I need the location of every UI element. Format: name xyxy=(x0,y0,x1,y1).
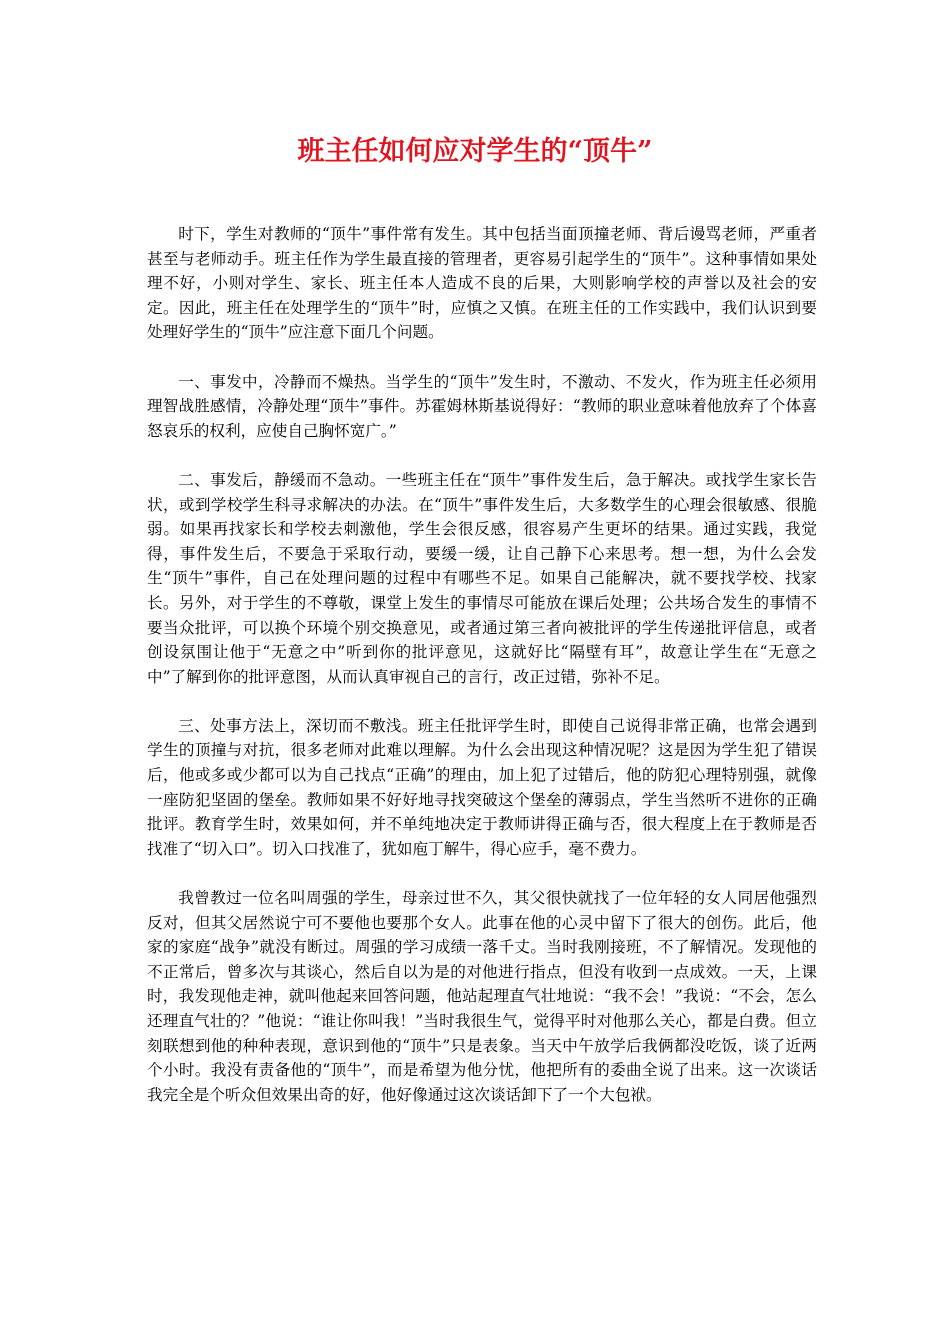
document-title: 班主任如何应对学生的“顶牛” xyxy=(297,136,653,167)
paragraph-example: 我曾教过一位名叫周强的学生，母亲过世不久，其父很快就找了一位年轻的女人同居他强烈反对，但其父居然说宁可不要他也要那个女人。此事在他的心灵中留下了很大的创伤。此后，他家的家庭“战争”就没有断过。周强的学习成绩一落千丈。当时我刚接班，不了解情况。发现他的不正常后，曾多次与其谈心，然后自以为是的对他进行指点，但没有收到一点成效。一天，上课时，我发现他走神，就叫他起来回答问题，他站起理直气壮地说：“我不会！”我说：“不会，怎么还理直气壮的？”他说：“谁让你叫我！”当时我很生气，觉得平时对他那么关心，都是白费。但立刻联想到他的种种表现，意识到他的“顶牛”只是表象。当天中午放学后我俩都没吃饭，谈了近两个小时。我没有责备他的“顶牛”，而是希望为他分忧，他把所有的委曲全说了出来。这一次谈话我完全是个听众但效果出奇的好，他好像通过这次谈话卸下了一个大包袱。 xyxy=(147,889,817,1104)
paragraph-point-two: 二、事发后，静缓而不急动。一些班主任在“顶牛”事件发生后，急于解决。或找学生家长告状，或到学校学生科寻求解决的办法。在“顶牛”事件发生后，大多数学生的心理会很敏感、很脆弱。如果再找家长和学校去刺激他，学生会很反感，很容易产生更坏的结果。通过实践，我觉得，事件发生后，不要急于采取行动，要缓一缓，让自己静下心来思考。想一想，为什么会发生“顶牛”事件，自己在处理问题的过程中有哪些不足。如果自己能解决，就不要找学校、找家长。另外，对于学生的不尊敬，课堂上发生的事情尽可能放在课后处理；公共场合发生的事情不要当众批评，可以换个环境个别交换意见，或者通过第三者向被批评的学生传递批评信息，或者创设氛围让他于“无意之中”听到你的批评意见，这就好比“隔壁有耳”，故意让学生在“无意之中”了解到你的批评意图，从而认真审视自己的言行，改正过错，弥补不足。 xyxy=(147,470,817,686)
paragraph-intro: 时下，学生对教师的“顶牛”事件常有发生。其中包括当面顶撞老师、背后谩骂老师，严重者甚至与老师动手。班主任作为学生最直接的管理者，更容易引起学生的“顶牛”。这种事情如果处理不好，小则对学生、家长、班主任本人造成不良的后果，大则影响学校的声誉以及社会的安定。因此，班主任在处理学生的“顶牛”时，应慎之又慎。在班主任的工作实践中，我们认识到要处理好学生的“顶牛”应注意下面几个问题。 xyxy=(147,225,817,342)
document-body xyxy=(147,222,817,1107)
paragraph-point-one: 一、事发中，冷静而不燥热。当学生的“顶牛”发生时，不激动、不发火，作为班主任必须用理智战胜感情，冷静处理“顶牛”事件。苏霍姆林斯基说得好：“教师的职业意味着他放弃了个体喜怒哀乐的权利，应使自己胸怀宽广。” xyxy=(147,372,817,440)
paragraph-point-three: 三、处事方法上，深切而不敷浅。班主任批评学生时，即使自己说得非常正确，也常会遇到学生的顶撞与对抗，很多老师对此难以理解。为什么会出现这种情况呢？这是因为学生犯了错误后，他或多或少都可以为自己找点“正确”的理由，加上犯了过错后，他的防犯心理特别强，就像一座防犯坚固的堡垒。教师如果不好好地寻找突破这个堡垒的薄弱点，学生当然听不进你的正确批评。教育学生时，效果如何，并不单纯地决定于教师讲得正确与否，很大程度上在于教师是否找准了“切入口”。切入口找准了，犹如庖丁解牛，得心应手，毫不费力。 xyxy=(147,716,817,858)
